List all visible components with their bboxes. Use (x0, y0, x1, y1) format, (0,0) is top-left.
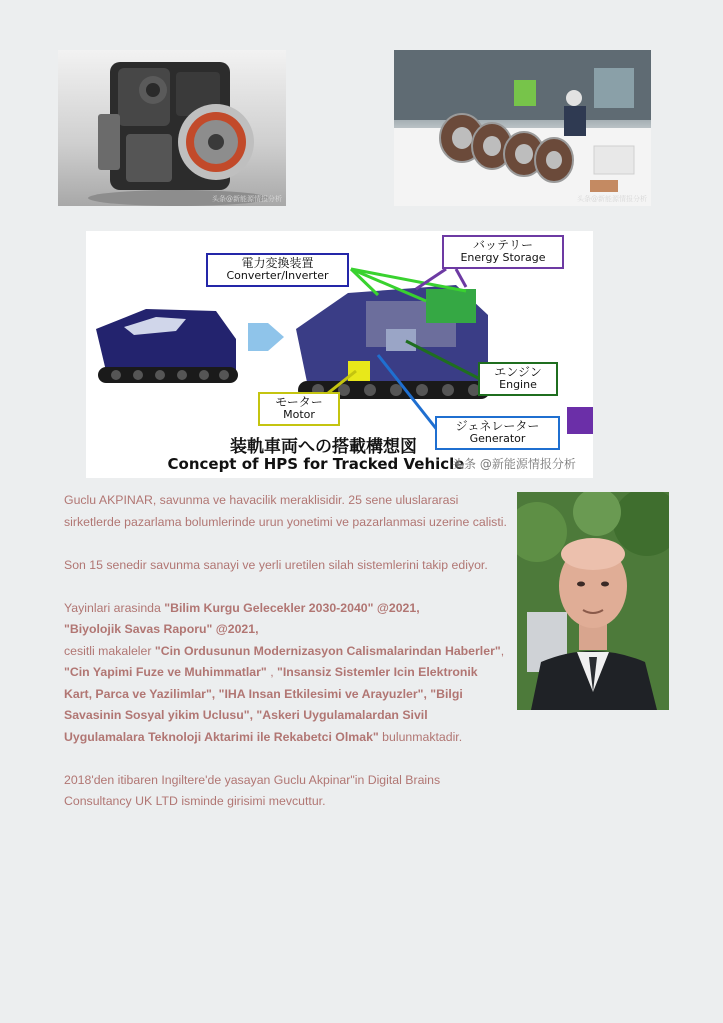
engine-photo-watermark: 头条@新能源情报分析 (212, 195, 282, 203)
publication-2: "Biyolojik Savas Raporu" @2021, (64, 622, 259, 636)
article-list: "Insansiz Sistemler Icin Elektronik Kart, Parca ve Yazilimlar", "IHA Insan Etkilesimi ve Arayuzler", "Bilgi Savasinin Sosyal yikim Uclusu", "Askeri Uygulamalardan Sivil Uygulamalara Teknoloji Aktarimi ile Rekabetci Olmak" (64, 665, 478, 744)
separator-1: , (500, 643, 505, 658)
article-1: "Cin Ordusunun Modernizasyon Calismalarindan Haberler" (154, 643, 501, 658)
motors-exhibition-photo (394, 50, 651, 206)
bio-paragraph-1: Guclu AKPINAR, savunma ve havacilik meraklisidir. 25 sene uluslararasi sirketlerde pazarlama bolumlerinde urun yonetimi ve pazarlanmasi uzerine calisti. (64, 493, 507, 529)
diagram-title-en: Concept of HPS for Tracked Vehicle (167, 455, 465, 473)
publication-1: "Bilim Kurgu Gelecekler 2030-2040" @2021, (164, 600, 420, 615)
hps-concept-diagram (86, 231, 593, 478)
engine-photo (58, 50, 286, 206)
battery-en: Energy Storage (460, 250, 546, 264)
engine-illustration (58, 50, 286, 206)
bio-paragraph-3 (64, 598, 509, 749)
converter-en: Converter/Inverter (226, 268, 329, 282)
author-portrait (517, 492, 669, 710)
generator-jp: ジェネレーター (455, 419, 540, 433)
publications-intro: Yayinlari arasinda (64, 600, 165, 615)
bio-paragraph-2: Son 15 senedir savunma sanayi ve yerli uretilen silah sistemlerini takip ediyor. (64, 557, 488, 572)
diagram-watermark: 头条 @新能源情报分析 (452, 457, 576, 471)
articles-intro: cesitli makaleler (64, 643, 155, 658)
diagram-title-jp: 装軌車両への搭載構想図 (230, 437, 417, 457)
engine-en: Engine (499, 377, 537, 391)
purple-marker (567, 407, 593, 434)
bio-paragraph-4: 2018'den itibaren Ingiltere'de yasayan Guclu Akpinar"in Digital Brains Consultancy UK LTD isminde girisimi mevcuttur. (64, 772, 441, 808)
portrait-illustration (517, 492, 669, 710)
battery-jp: バッテリー (472, 238, 533, 252)
author-biography (64, 490, 509, 834)
engine-label (478, 362, 558, 396)
separator-2: , (266, 665, 278, 679)
converter-inverter-label (206, 253, 349, 287)
energy-storage-label (442, 235, 564, 269)
generator-en: Generator (469, 431, 526, 445)
motor-jp: モーター (275, 395, 323, 409)
article-2: "Cin Yapimi Fuze ve Muhimmatlar" (64, 665, 267, 679)
publications-end: bulunmaktadir. (378, 729, 463, 744)
motors-illustration (394, 50, 651, 206)
motor-label (258, 392, 340, 426)
engine-jp: エンジン (494, 365, 542, 379)
converter-jp: 電力変換装置 (241, 256, 314, 270)
generator-label (435, 416, 560, 450)
motor-en: Motor (283, 407, 315, 421)
motors-photo-watermark: 头条@新能源情报分析 (577, 195, 647, 203)
